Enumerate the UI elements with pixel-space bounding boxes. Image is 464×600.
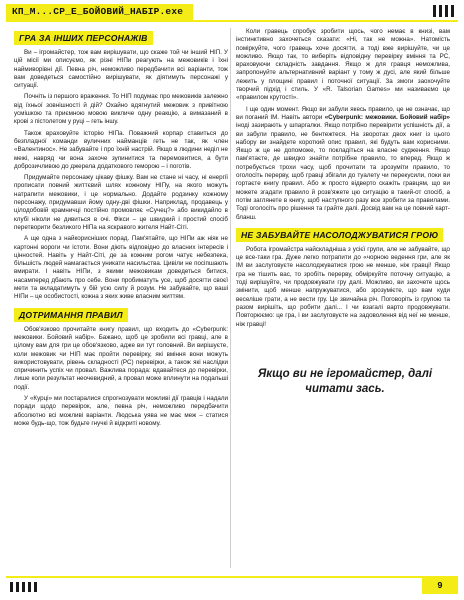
paragraph: Також враховуйте історію НІПа. Поважний корпар ставиться до безпладної команди вуличних найманців геть не так, як член «Валентинос». Не забувайте і про їхній настрій. Якщо в людини неділ не межі, навряд чи вона захоче зупинитися та перемовитися, а бути доброзичливою до джерела додаткового геморою – і поготів. [14,129,228,170]
paragraph-text: І ще один момент. Якщо ви забули якесь правило, це не означає, що ви поганий ІМ. Навіть автори [236,105,450,121]
paragraph [236,106,450,222]
paragraph: Робота ігромайстра найскладніша з усієї групи, але не забувайте, що це все-таки гра. Дуже легко потрапити до «чорною ведення гри, але як ІМ ви заслуговуєте насолоджуватися грою не менше, ніж гравці! Якщо гра не тішить вас, то зробіть перерву, обміркуйте поточну ситуацію, а тоді вирішуйте, чи продовжувати гру далі. Можливо, ви захочете щось змінити, щоб менше напружуватися, або зрозумієте, що вам куди веселіше грати, а не вести гру. Це звичайна річ. Поговоріть із групою та разом вирішіть, що робити далі... І чи взагалі варто продовжувати. Повторюємо: це гра, і ви заслуговуєте на задоволення від неї не менше, ніж гравці! [236,245,450,328]
paragraph: Ви – ігромайстер, тож вам вирішувати, що скаже той чи інший НІП. У цій місії ми описуємо, як різні НІПи реагують на межовиків і їхні наймиворівні дії. Певна річ, неможливо передбачити всі варіанти, тож вам доведеться самостійно вирішувати, як діятимуть персонажі у ситуації. [14,49,228,90]
book-title: «Cyberpunk: межовики. Бойовий набір» [324,113,450,121]
paragraph: А ще одна з найкорисніших порад. Пам'ятайте, що НІПи аж ніяк не картонні вороги чи істоти. Вони діють відповідно до власних інтересів і цінностей. Навіть у Найт-Сіті, де за кожним рогом чатує небезпека, більшість людей намагається уникати насильства. Цивіли не посіпшають вмирати. І навіть НІПи, з якими межовикам доведеться битися, насамперед дбають про себе. Вони пробиматуть усе, щоб досягти своєї мети та вкладатимуть у бій усю силу й розум. Не забувайте, що ваші НІПи – це особистості, кожна з яких живе власним життям. [14,235,228,301]
right-column [236,28,450,397]
header-ticks [433,5,454,17]
paragraph: Коли гравець спробує зробити щось, чого немає в книзі, вам інстинктивно захочеться сказати: «Ні, так не можна». Натомість поміркуйте, чого гравець хоче досягти, а тоді вже вирішуйте, чи це можливо. Якщо так, то виберіть відповідну перевірку вміння та РС, враховуючи складність завдання. Якщо ж для гравця неможлива, запропонуйте альтернативний варіант у тому ж дусі, але який більше лежить у площині правил і поточної ситуації. За змоги заохочуйте творчий підхід і стиль. У «R. Talsorian Games» ми називаємо це «правилом крутості». [236,28,450,102]
column-divider [230,28,231,568]
paragraph: Придумайте персонажу цікаву фішку. Вам не стане ні часу, ні енергії прописати повний життєвий шлях кожному НІПу, на якого можуть натрапити межовики, і це нормально. Додайте родзинку кожному персонажу, придумавши йому одну-дві фішки. Наприклад, продавець у цілодобовій крамничці постійно промовляє «Сучец?» або викидайло в клубі ніколи не дивиться в очі. Фікси – це швидкий і простий спосіб перетворити безликого НІПа на яскравого жителя Найт-Сіті. [14,174,228,231]
paragraph: Обов'язково прочитайте книгу правил, що входить до «Cyberpunk: межовики. Бойовий набір». Бажано, щоб це зробили всі гравці, але в цілому вам для гри це обов'язково, адже ви тут головний. Ви вирішуєте, коли межовик чи НІП має пройти перевірку, які вміння вони можуть використовувати, рівень складності (РС) перевірки, а також які наслідки спричинить успіх чи провал. Важлива порада: вдавайтеся до перевірки, лише коли результат неочевидний, а провал може вплинути на подальші події. [14,325,228,391]
section-heading-rules: ДОТРИМАННЯ ПРАВИЛ [14,308,128,322]
header-rule [6,20,458,22]
header-tab: КП_М...СР_Е_БОЙОВИЙ_НАБІР.exe [6,4,193,20]
section-heading-other-characters: ГРА ЗА ІНШИХ ПЕРСОНАЖІВ [14,31,153,45]
left-column [14,28,228,431]
paragraph-text: іноді зазирають у шпаргалки. Якщо потрібно перевірити успішність дії, а ви забули правило, не бентежтеся. На зворотах двох книг із цього набору ви знайдете короткий опис правил, які будуть вам корисними. Якщо ж це не допоможе, то покладіться на власне судження. Якщо пам'ятаєте, де швидко знайти потрібне правило, то вперед. Якщо ж потребується трохи часу, щоб прочитати та зрозуміти правило, то оголосіть перерву, щоб гравці збігали до туалету чи перекусили, поки ви гортаєте книгу правил. Або ж просто відверто скажіть гравцям, що ви можете згадати правило й розв'яжете цю ситуацію в такий-от спосіб, а потім заглянете в книгу, щоб наступного разу все зробити за правилами. Тоді оголосіть про рішення та грайте далі. Досвід вам на це повний карт-бланш. [236,122,450,221]
section-heading-enjoy-game: НЕ ЗАБУВАЙТЕ НАСОЛОДЖУВАТИСЯ ГРОЮ [236,228,443,242]
pull-quote: Якщо ви не ігромайстер, далі читати зась. [257,367,433,395]
footer-rule [6,576,458,578]
footer-ticks [10,582,37,592]
footer-bar [0,570,464,600]
paragraph: У «Курці» ми постаралися спрогнозувати можливі дії гравців і надали поради щодо перевірок, але, певна річ, неможливо передбачити абсолютно всі можливі варіанти. Людська уява не має меж – статися може будь-що, тож будьте гнучкі й відкриті новому. [14,394,228,427]
header-bar [0,0,464,24]
page-number: 9 [422,578,458,594]
paragraph: Почніть із першого враження. То НІП подумає про межовиків залежно від їхньої зовнішності й дій? Охайно вдягнутий межовик з привітною усмішкою та приємною мовою викличе одну реакцію, а вимазаний в крові з пістолетом у руці – геть іншу. [14,93,228,126]
